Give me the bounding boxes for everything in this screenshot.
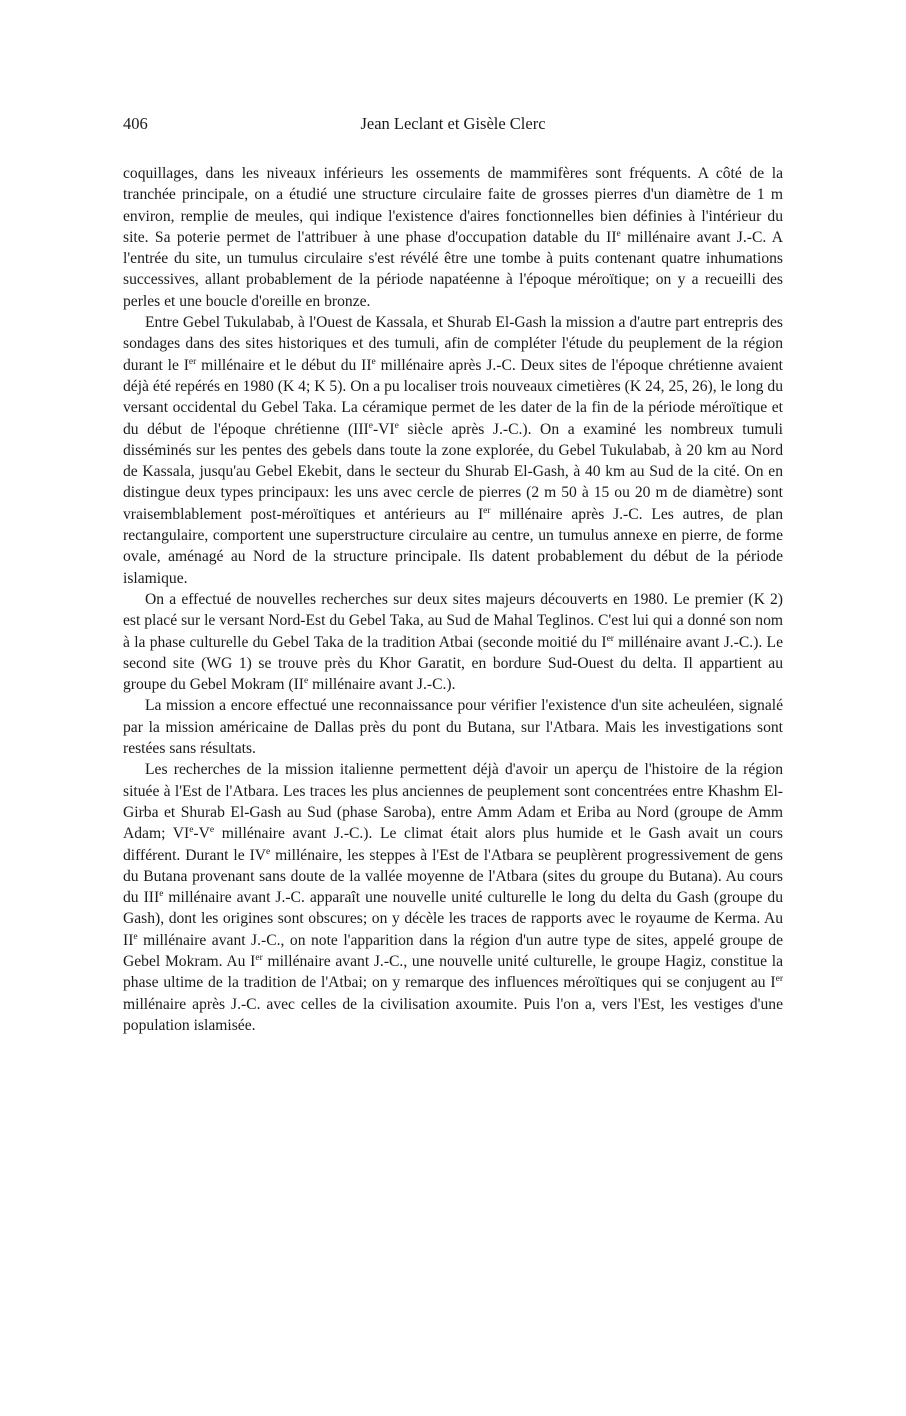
paragraph-4: La mission a encore effectué une reconnaissance pour vérifier l'existence d'un site acheuléen, signalé par la mission américaine de Dallas près du pont du Butana, sur l'Atbara. Mais les investigations sont restées sans résultats. — [123, 697, 783, 758]
page-number: 406 — [123, 114, 148, 133]
superscript: er — [255, 952, 263, 963]
superscript: er — [775, 974, 783, 985]
superscript: er — [483, 505, 491, 516]
paragraph-5: Les recherches de la mission italienne permettent déjà d'avoir un aperçu de l'histoire de la région située à l'Est de l'Atbara. Les traces les plus anciennes de peuplement sont concentrées entre Khashm El-Girba et Shurab El-Gash au Sud (phase Saroba), entre Amm Adam et Eriba au Nord (groupe de Amm Adam; VIe-Ve millénaire avant J.-C.). Le climat était alors plus humide et le Gash avait un cours différent. Durant le IVe millénaire, les steppes à l'Est de l'Atbara se peuplèrent progressivement de gens du Butana provenant sans doute de la vallée moyenne de l'Atbara (sites du groupe du Butana). Au cours du IIIe millénaire avant J.-C. apparaît une nouvelle unité culturelle le long du delta du Gash (groupe du Gash), dont les origines sont obscures; on y décèle les traces de rapports avec le royaume de Kerma. Au IIe millénaire avant J.-C., on note l'apparition dans la région d'un autre type de sites, appelé groupe de Gebel Mokram. Au Ier millénaire avant J.-C., une nouvelle unité culturelle, le groupe Hagiz, constitue la phase ultime de la tradition de l'Atbai; on y remarque des influences méroïtiques qui se conjugent au Ier millénaire après J.-C. avec celles de la civilisation axoumite. Puis l'on a, vers l'Est, les vestiges d'une population islamisée. — [123, 761, 784, 1034]
paragraph-1: coquillages, dans les niveaux inférieurs les ossements de mammifères sont fréquents. A côté de la tranchée principale, on a étudié une structure circulaire faite de grosses pierres d'un diamètre de 1 m environ, remplie de meules, qui indique l'existence d'aires fonctionnelles bien définies à l'intérieur du site. Sa poterie permet de l'attribuer à une phase d'occupation datable du IIe millénaire avant J.-C. A l'entrée du site, un tumulus circulaire s'est révélé être une tombe à puits contenant quatre inhumations successives, allant probablement de la période napatéenne à l'époque méroïtique; on y a recueilli des perles et une boucle d'oreille en bronze. — [123, 165, 783, 310]
superscript: e — [133, 931, 138, 942]
paragraph-2: Entre Gebel Tukulabab, à l'Ouest de Kassala, et Shurab El-Gash la mission a d'autre part entrepris des sondages dans des sites historiques et des tumuli, afin de compléter l'étude du peuplement de la région durant le Ier millénaire et le début du IIe millénaire après J.-C. Deux sites de l'époque chrétienne avaient déjà été repérés en 1980 (K 4; K 5). On a pu localiser trois nouveaux cimetières (K 24, 25, 26), le long du versant occidental du Gebel Taka. La céramique permet de les dater de la fin de la période méroïtique et du début de l'époque chrétienne (IIIe-VIe siècle après J.-C.). On a examiné les nombreux tumuli disséminés sur les pentes des gebels dans toute la zone explorée, du Gebel Tukulabab, à 20 km au Nord de Kassala, jusqu'au Gebel Ekebit, dans le secteur du Shurab El-Gash, à 40 km au Sud de la cité. On en distingue deux types principaux: les uns avec cercle de pierres (2 m 50 à 15 ou 20 m de diamètre) sont vraisemblablement post-méroïtiques et antérieurs au Ier millénaire après J.-C. Les autres, de plan rectangulaire, comportent une superstructure circulaire au centre, un tumulus annexe en pierre, de forme ovale, aménagé au Nord de la structure principale. Ils datent probablement du début de la période islamique. — [123, 314, 784, 587]
superscript: e — [394, 420, 399, 431]
superscript: er — [188, 356, 197, 367]
superscript: e — [371, 356, 376, 367]
superscript: e — [616, 228, 621, 239]
superscript: e — [189, 825, 194, 836]
superscript: e — [159, 888, 164, 899]
page-header — [123, 114, 783, 136]
superscript: e — [209, 825, 215, 836]
superscript: e — [266, 846, 271, 857]
superscript: e — [368, 420, 373, 431]
superscript: e — [304, 675, 309, 686]
running-title: Jean Leclant et Gisèle Clerc — [360, 114, 546, 133]
superscript: er — [606, 633, 614, 644]
paragraph-3: On a effectué de nouvelles recherches sur deux sites majeurs découverts en 1980. Le premier (K 2) est placé sur le versant Nord-Est du Gebel Taka, au Sud de Mahal Teglinos. C'est lui qui a donné son nom à la phase culturelle du Gebel Taka de la tradition Atbai (seconde moitié du Ier millénaire avant J.-C.). Le second site (WG 1) se trouve près du Khor Garatit, en bordure Sud-Ouest du delta. Il appartient au groupe du Gebel Mokram (IIe millénaire avant J.-C.). — [123, 590, 783, 694]
body-text — [123, 163, 783, 1036]
